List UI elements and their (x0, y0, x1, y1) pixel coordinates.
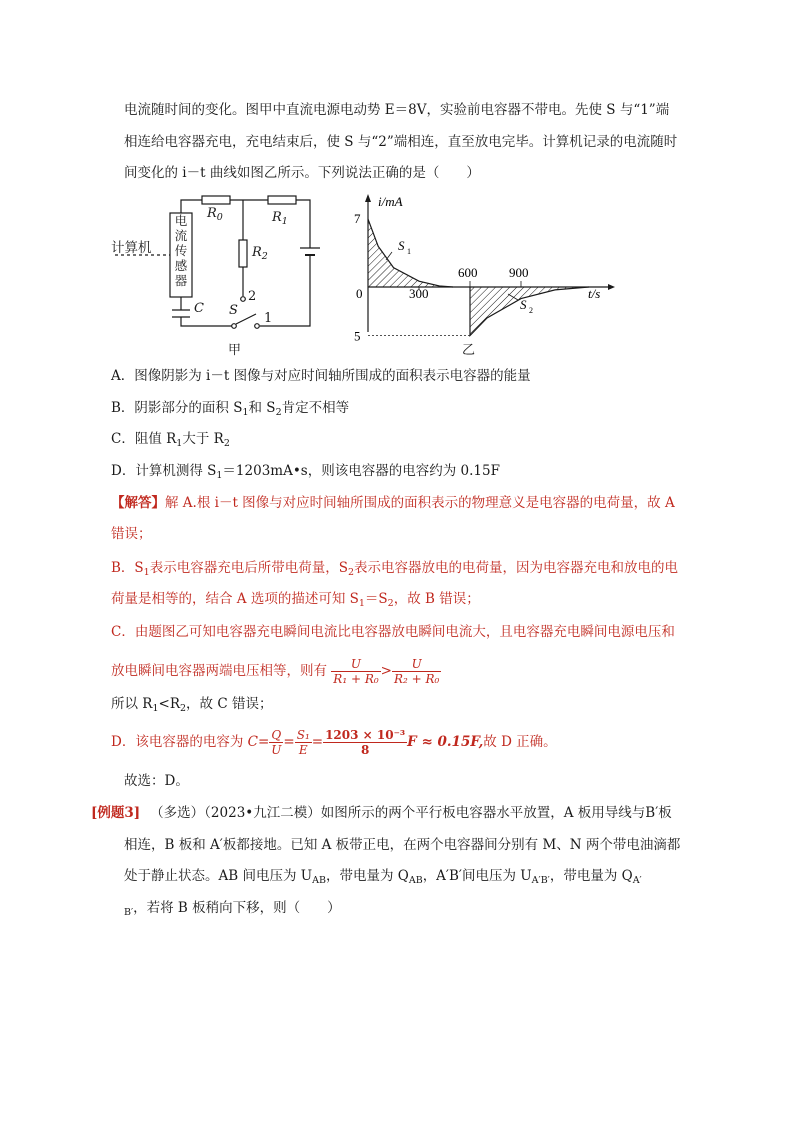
annotation-s2-sub: 2 (529, 306, 533, 315)
answer-a-line-2: 错误； (111, 526, 152, 542)
fraction-discharge: $\frac{U}{\text{R₂ + R₀}}$ (393, 657, 440, 686)
option-d: D．计算机测得 $S_1=1203mA•s$，则该电容器的电容约为 0.15F (111, 463, 500, 481)
x-tick-300: 300 (409, 286, 429, 301)
answer-b-line-2: 荷量是相等的，结合 A 选项的描述可知 $S_1=S_2$，故 B 错误； (111, 591, 480, 609)
fraction-s1-e: $\frac{\text{S₁}}{E}$ (296, 728, 310, 757)
option-a: A．图像阴影为 i－t 图像与对应时间轴所围成的面积表示电容器的能量 (111, 368, 531, 384)
intro-line-1: 电流随时间的变化。图甲中直流电源电动势 E＝8V，实验前电容器不带电。先使 S 与“1”端 (124, 102, 670, 118)
annotation-s1-pointer (386, 252, 392, 260)
figure-yi-caption: 乙 (462, 343, 476, 358)
intro-line-2: 相连给电容器充电，充电结束后，使 S 与“2”端相连，直至放电完毕。计算机记录的电流随时 (124, 134, 678, 150)
annotation-s1: S (398, 238, 405, 253)
switch-pivot (232, 324, 237, 329)
x-tick-900: 900 (509, 265, 529, 280)
fraction-charge: $\frac{U}{\text{R₁ + R₀}}$ (333, 657, 379, 686)
x-tick-600: 600 (458, 265, 478, 280)
r0-label: $R_0$ (207, 206, 223, 223)
answer-c-line-2: 放电瞬间电容器两端电压相等，则有 $\frac{U}{\text{R₁ + R₀}}$ > $\frac{U}{\text{R₂ + R₀}}$ (111, 657, 440, 686)
answer-a-line-1: 【解答】解 A.根 i－t 图像与对应时间轴所围成的面积表示的物理意义是电容器的电荷量，故 A (111, 495, 675, 511)
circuit-diagram (110, 188, 340, 360)
answer-c-line-3: 所以 $R_1<R_2$，故 C 错误； (111, 696, 273, 714)
sensor-char-2: 流 (174, 228, 188, 243)
r1-resistor (268, 196, 296, 204)
switch-label: S (229, 303, 238, 318)
option-b: B．阴影部分的面积 $S_1$和 $S_2$肯定不相等 (111, 400, 350, 418)
intro-line-3: 间变化的 i－t 曲线如图乙所示。下列说法正确的是（ ） (124, 165, 480, 181)
i-t-chart (350, 192, 620, 342)
r2-label: $R_2$ (252, 245, 268, 262)
switch-pos-1: 1 (264, 311, 273, 326)
r2-resistor (239, 240, 247, 267)
example3-tag: [例题3] (91, 805, 141, 821)
figure-jia-caption: 甲 (228, 343, 242, 358)
answer-d-line: D．该电容器的电容为 C= $\frac{Q}{U}$ = $\frac{\text{S₁}}{E}$ = $\frac{\text{1203 × 10⁻³}}{8}$ F ≈ 0.15F,故 D 正确。 (111, 728, 557, 757)
y-axis-arrow (365, 194, 371, 202)
annotation-s2: S (520, 297, 527, 312)
capacitor-label: C (194, 301, 204, 316)
computer-label: 计算机 (111, 240, 152, 256)
example3-line-4: $_{B'}$，若将 B 板稍向下移，则（ ） (124, 900, 341, 918)
y-tick-5: 5 (354, 328, 361, 342)
sensor-char-5: 器 (174, 273, 188, 288)
switch-pos-2: 2 (248, 289, 257, 304)
y-tick-7: 7 (354, 211, 361, 227)
switch-blade (236, 314, 256, 324)
answer-tag: 【解答】 (111, 495, 165, 511)
final-answer: 故选：D。 (124, 773, 189, 789)
sensor-char-4: 感 (174, 258, 188, 273)
fraction-q-u: $\frac{Q}{U}$ (271, 728, 282, 757)
y-axis-label: i/mA (378, 194, 403, 209)
example3-line-2: 相连，B 板和 A′板都接地。已知 A 板带正电，在两个电容器间分别有 M、N 两个带电油滴都 (124, 837, 681, 853)
x-axis-arrow (608, 284, 615, 290)
sensor-char-3: 传 (174, 243, 188, 258)
r0-resistor (202, 196, 230, 204)
x-tick-0: 0 (356, 286, 363, 301)
example3-line-3: 处于静止状态。AB 间电压为 $U_{AB}$，带电量为 $Q_{AB}$，A′B′间电压为 $U_{A'B'}$，带电量为 $Q_{A'}$ (124, 868, 642, 886)
example3-line-1: [例题3] （多选）（2023•九江二模）如图所示的两个平行板电容器水平放置，A 板用导线与B′板 (91, 805, 672, 821)
sensor-char-1: 电 (174, 213, 188, 228)
annotation-s1-sub: 1 (407, 247, 411, 256)
x-axis-label: t/s (588, 286, 601, 301)
sensor-label (172, 213, 190, 288)
answer-c-line-1: C．由题图乙可知电容器充电瞬间电流比电容器放电瞬间电流大，且电容器充电瞬间电源电压和 (111, 624, 675, 640)
option-c: C．阻值 $R_1$大于 $R_2$ (111, 431, 230, 449)
r1-label: $R_1$ (272, 210, 288, 227)
answer-b-line-1: B．$S_1$表示电容器充电后所带电荷量，$S_2$表示电容器放电的电荷量，因为电容器充电和放电的电 (111, 560, 679, 578)
fraction-value: $\frac{\text{1203 × 10⁻³}}{8}$ (325, 728, 406, 757)
